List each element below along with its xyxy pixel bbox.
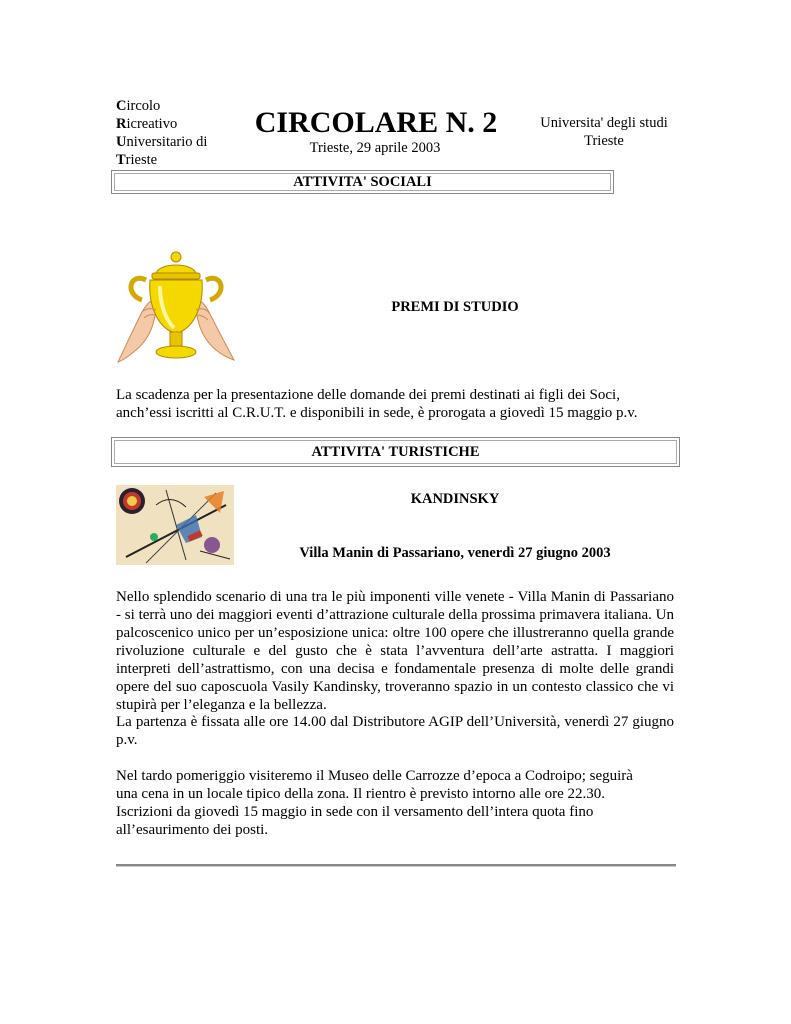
- premi-text-line: anch’essi iscritti al C.R.U.T. e disponibili in sede, è prorogata a giovedì 15 maggio p.v.: [116, 405, 638, 421]
- afternoon-info-line: Iscrizioni da giovedì 15 maggio in sede con il versamento dell’intera quota fino: [116, 804, 594, 820]
- org-line: Universitario di: [116, 134, 208, 150]
- section-title-social: ATTIVITA' SOCIALI: [111, 170, 614, 194]
- event-description: Nello splendido scenario di una tra le più imponenti ville venete - Villa Manin di Passariano - si terrà uno dei maggiori eventi d’attrazione culturale della prossima primavera italiana. Un palcoscenico unico per un’esposizione unica: oltre 100 opere che illustreranno quella grande rivoluzione culturale e del gusto che è stata l’avventura dell’arte astratta. I maggiori interpreti dell’astrattismo, con una decisa e fondamentale presenza di molte delle grandi opere del suo caposcuola Vasily Kandinsky, troveranno spazio in un contesto classico che vi stupirà per l’eleganza e la bellezza.: [116, 589, 674, 713]
- org-line: Circolo: [116, 98, 161, 114]
- departure-info: La partenza è fissata alle ore 14.00 dal Distributore AGIP dell’Università, venerdì 27 giugno p.v.: [116, 714, 674, 748]
- heading-kandinsky: KANDINSKY: [410, 491, 500, 507]
- premi-text: [116, 386, 716, 422]
- org-line: Ricreativo: [116, 116, 178, 132]
- afternoon-info-line: Nel tardo pomeriggio visiteremo il Museo delle Carrozze d’epoca a Codroipo; seguirà: [116, 768, 633, 784]
- premi-text-line: La scadenza per la presentazione delle domande dei premi destinati ai figli dei Soci,: [116, 387, 620, 403]
- org-line: Trieste: [116, 152, 158, 168]
- org-name: [116, 97, 207, 169]
- section-title-tourism: ATTIVITA' TURISTICHE: [111, 437, 680, 467]
- event-subheading: Villa Manin di Passariano, venerdì 27 giugno 2003: [299, 545, 611, 561]
- afternoon-info-line: una cena in un locale tipico della zona. Il rientro è previsto intorno alle ore 22.30.: [116, 786, 605, 802]
- trophy-icon: [116, 250, 236, 365]
- heading-premi: PREMI DI STUDIO: [391, 299, 519, 315]
- university-line: Universita' degli studi: [540, 115, 668, 131]
- page-title: CIRCOLARE N. 2: [254, 106, 498, 139]
- bottom-divider: [116, 864, 676, 867]
- university-city: Trieste: [584, 133, 624, 149]
- issue-date: Trieste, 29 aprile 2003: [309, 140, 441, 156]
- afternoon-info-line: all’esaurimento dei posti.: [116, 822, 269, 838]
- kandinsky-painting: [116, 485, 234, 565]
- afternoon-info: [116, 767, 716, 839]
- university-name: [528, 114, 680, 150]
